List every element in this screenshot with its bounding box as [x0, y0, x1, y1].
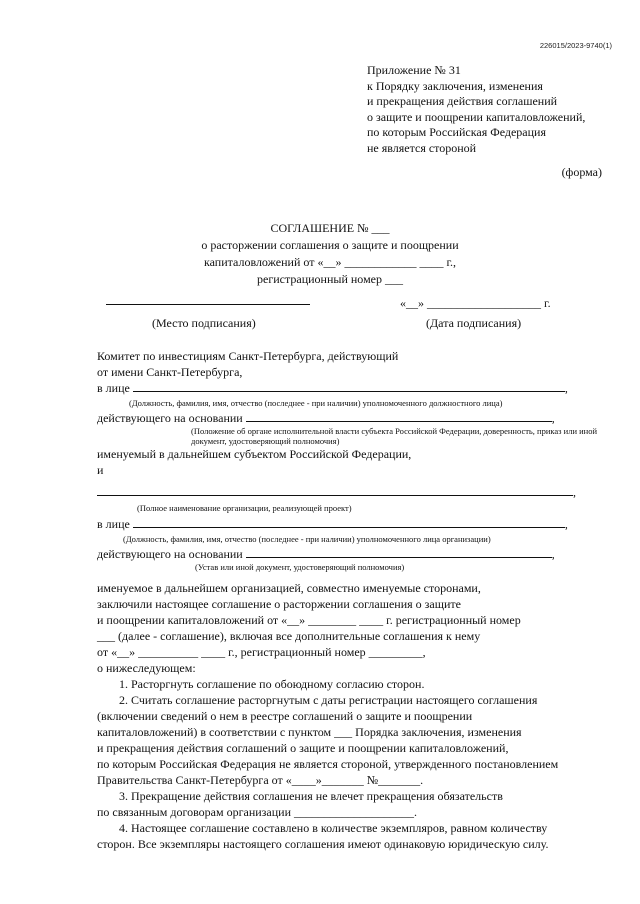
clause-4-line: 4. Настоящее соглашение составлено в количестве экземпляров, равном количеству — [119, 821, 548, 835]
party1-line: от имени Санкт-Петербурга, — [97, 365, 243, 379]
clause-3-line: 3. Прекращение действия соглашения не влечет прекращения обязательств — [119, 789, 503, 803]
party1-basis-row: действующего на основании , — [97, 411, 555, 425]
party1-block — [97, 348, 603, 478]
signing-date-label: (Дата подписания) — [426, 316, 522, 330]
signing-date-field[interactable]: «__» ___________________ г. — [400, 296, 551, 310]
annex-header — [367, 63, 585, 156]
party2-person-hint: (Должность, фамилия, имя, отчество (последнее - при наличии) уполномоченного лица организации) — [123, 534, 491, 544]
preamble-line: ___ (далее - соглашение), включая все дополнительные соглашения к нему — [97, 629, 481, 643]
clause-2-line: и прекращения действия соглашений о защите и поощрении капиталовложений, — [97, 741, 509, 755]
in-person-label: в лице — [97, 517, 130, 531]
signing-place-label: (Место подписания) — [152, 316, 256, 330]
preamble-line: о нижеследующем: — [97, 661, 196, 675]
document-id: 226015/2023-9740(1) — [539, 41, 612, 50]
signing-place-field[interactable] — [106, 292, 310, 305]
preamble-line: именуемое в дальнейшем организацией, совместно именуемые сторонами, — [97, 581, 481, 595]
party2-basis-hint: (Устав или иной документ, удостоверяющий полномочия) — [195, 562, 405, 572]
clause-2-line: 2. Считать соглашение расторгнутым с даты регистрации настоящего соглашения — [119, 693, 538, 707]
annex-line: по которым Российская Федерация — [367, 125, 546, 139]
annex-line: и прекращения действия соглашений — [367, 94, 558, 108]
clause-2-line: капиталовложений) в соответствии с пунктом ___ Порядка заключения, изменения — [97, 725, 522, 739]
party2-in-person-row: в лице , — [97, 517, 568, 531]
party1-person-field[interactable] — [133, 380, 565, 392]
title-line: о расторжении соглашения о защите и поощрении — [201, 238, 459, 252]
party1-basis-hint: (Положение об органе исполнительной власти субъекта Российской Федерации, доверенность, приказ или иной документ, удостоверяющий полномочия) — [191, 426, 598, 446]
party2-block — [97, 484, 603, 572]
party1-basis-field[interactable] — [246, 410, 552, 422]
annex-line: к Порядку заключения, изменения — [367, 78, 543, 93]
clause-2-line: Правительства Санкт-Петербурга от «____»_______ №_______. — [97, 773, 424, 787]
preamble-line: заключили настоящее соглашение о расторжении соглашения о защите — [97, 597, 461, 611]
annex-line: не является стороной — [367, 140, 477, 155]
preamble-line: и поощрении капиталовложений от «__» ________ ____ г. регистрационный номер — [97, 613, 521, 627]
party1-named: именуемый в дальнейшем субъектом Российской Федерации, — [97, 447, 412, 461]
party2-org-field[interactable] — [97, 484, 573, 496]
clause-2-line: (включении сведений о нем в реестре соглашений о защите и поощрении — [97, 709, 473, 723]
basis-label: действующего на основании — [97, 547, 243, 561]
in-person-label: в лице — [97, 381, 130, 395]
basis-label: действующего на основании — [97, 411, 243, 425]
party1-in-person-row: в лице , — [97, 381, 568, 395]
clause-2-line: по которым Российская Федерация не является стороной, утвержденного постановлением — [97, 757, 559, 771]
preamble-line: от «__» __________ ____ г., регистрационный номер _________, — [97, 645, 426, 659]
title-line: СОГЛАШЕНИЕ № ___ — [270, 221, 390, 235]
title-line: капиталовложений от «__» ____________ ____ г., — [203, 255, 457, 269]
clause-4-line: сторон. Все экземпляры настоящего соглашения имеют одинаковую юридическую силу. — [97, 837, 549, 851]
party2-basis-field[interactable] — [246, 546, 552, 558]
title-line: регистрационный номер ___ — [257, 272, 403, 286]
clauses — [97, 676, 603, 852]
party2-org-hint: (Полное наименование организации, реализующей проект) — [137, 503, 352, 513]
and-conjunction: и — [97, 463, 104, 477]
party2-org-row: , — [97, 484, 603, 500]
annex-line: Приложение № 31 — [367, 63, 461, 77]
document-title — [150, 220, 510, 288]
clause-1: 1. Расторгнуть соглашение по обоюдному согласию сторон. — [119, 677, 425, 691]
annex-line: о защите и поощрении капиталовложений, — [367, 109, 586, 124]
preamble — [97, 580, 573, 676]
party1-line: Комитет по инвестициям Санкт-Петербурга, действующий — [97, 349, 399, 363]
clause-3-line: по связанным договорам организации ____________________. — [97, 805, 417, 819]
form-label: (форма) — [561, 165, 602, 179]
party1-person-hint: (Должность, фамилия, имя, отчество (последнее - при наличии) уполномоченного должностного лица) — [129, 398, 503, 408]
party2-person-field[interactable] — [133, 516, 565, 528]
party2-basis-row: действующего на основании , — [97, 547, 555, 561]
